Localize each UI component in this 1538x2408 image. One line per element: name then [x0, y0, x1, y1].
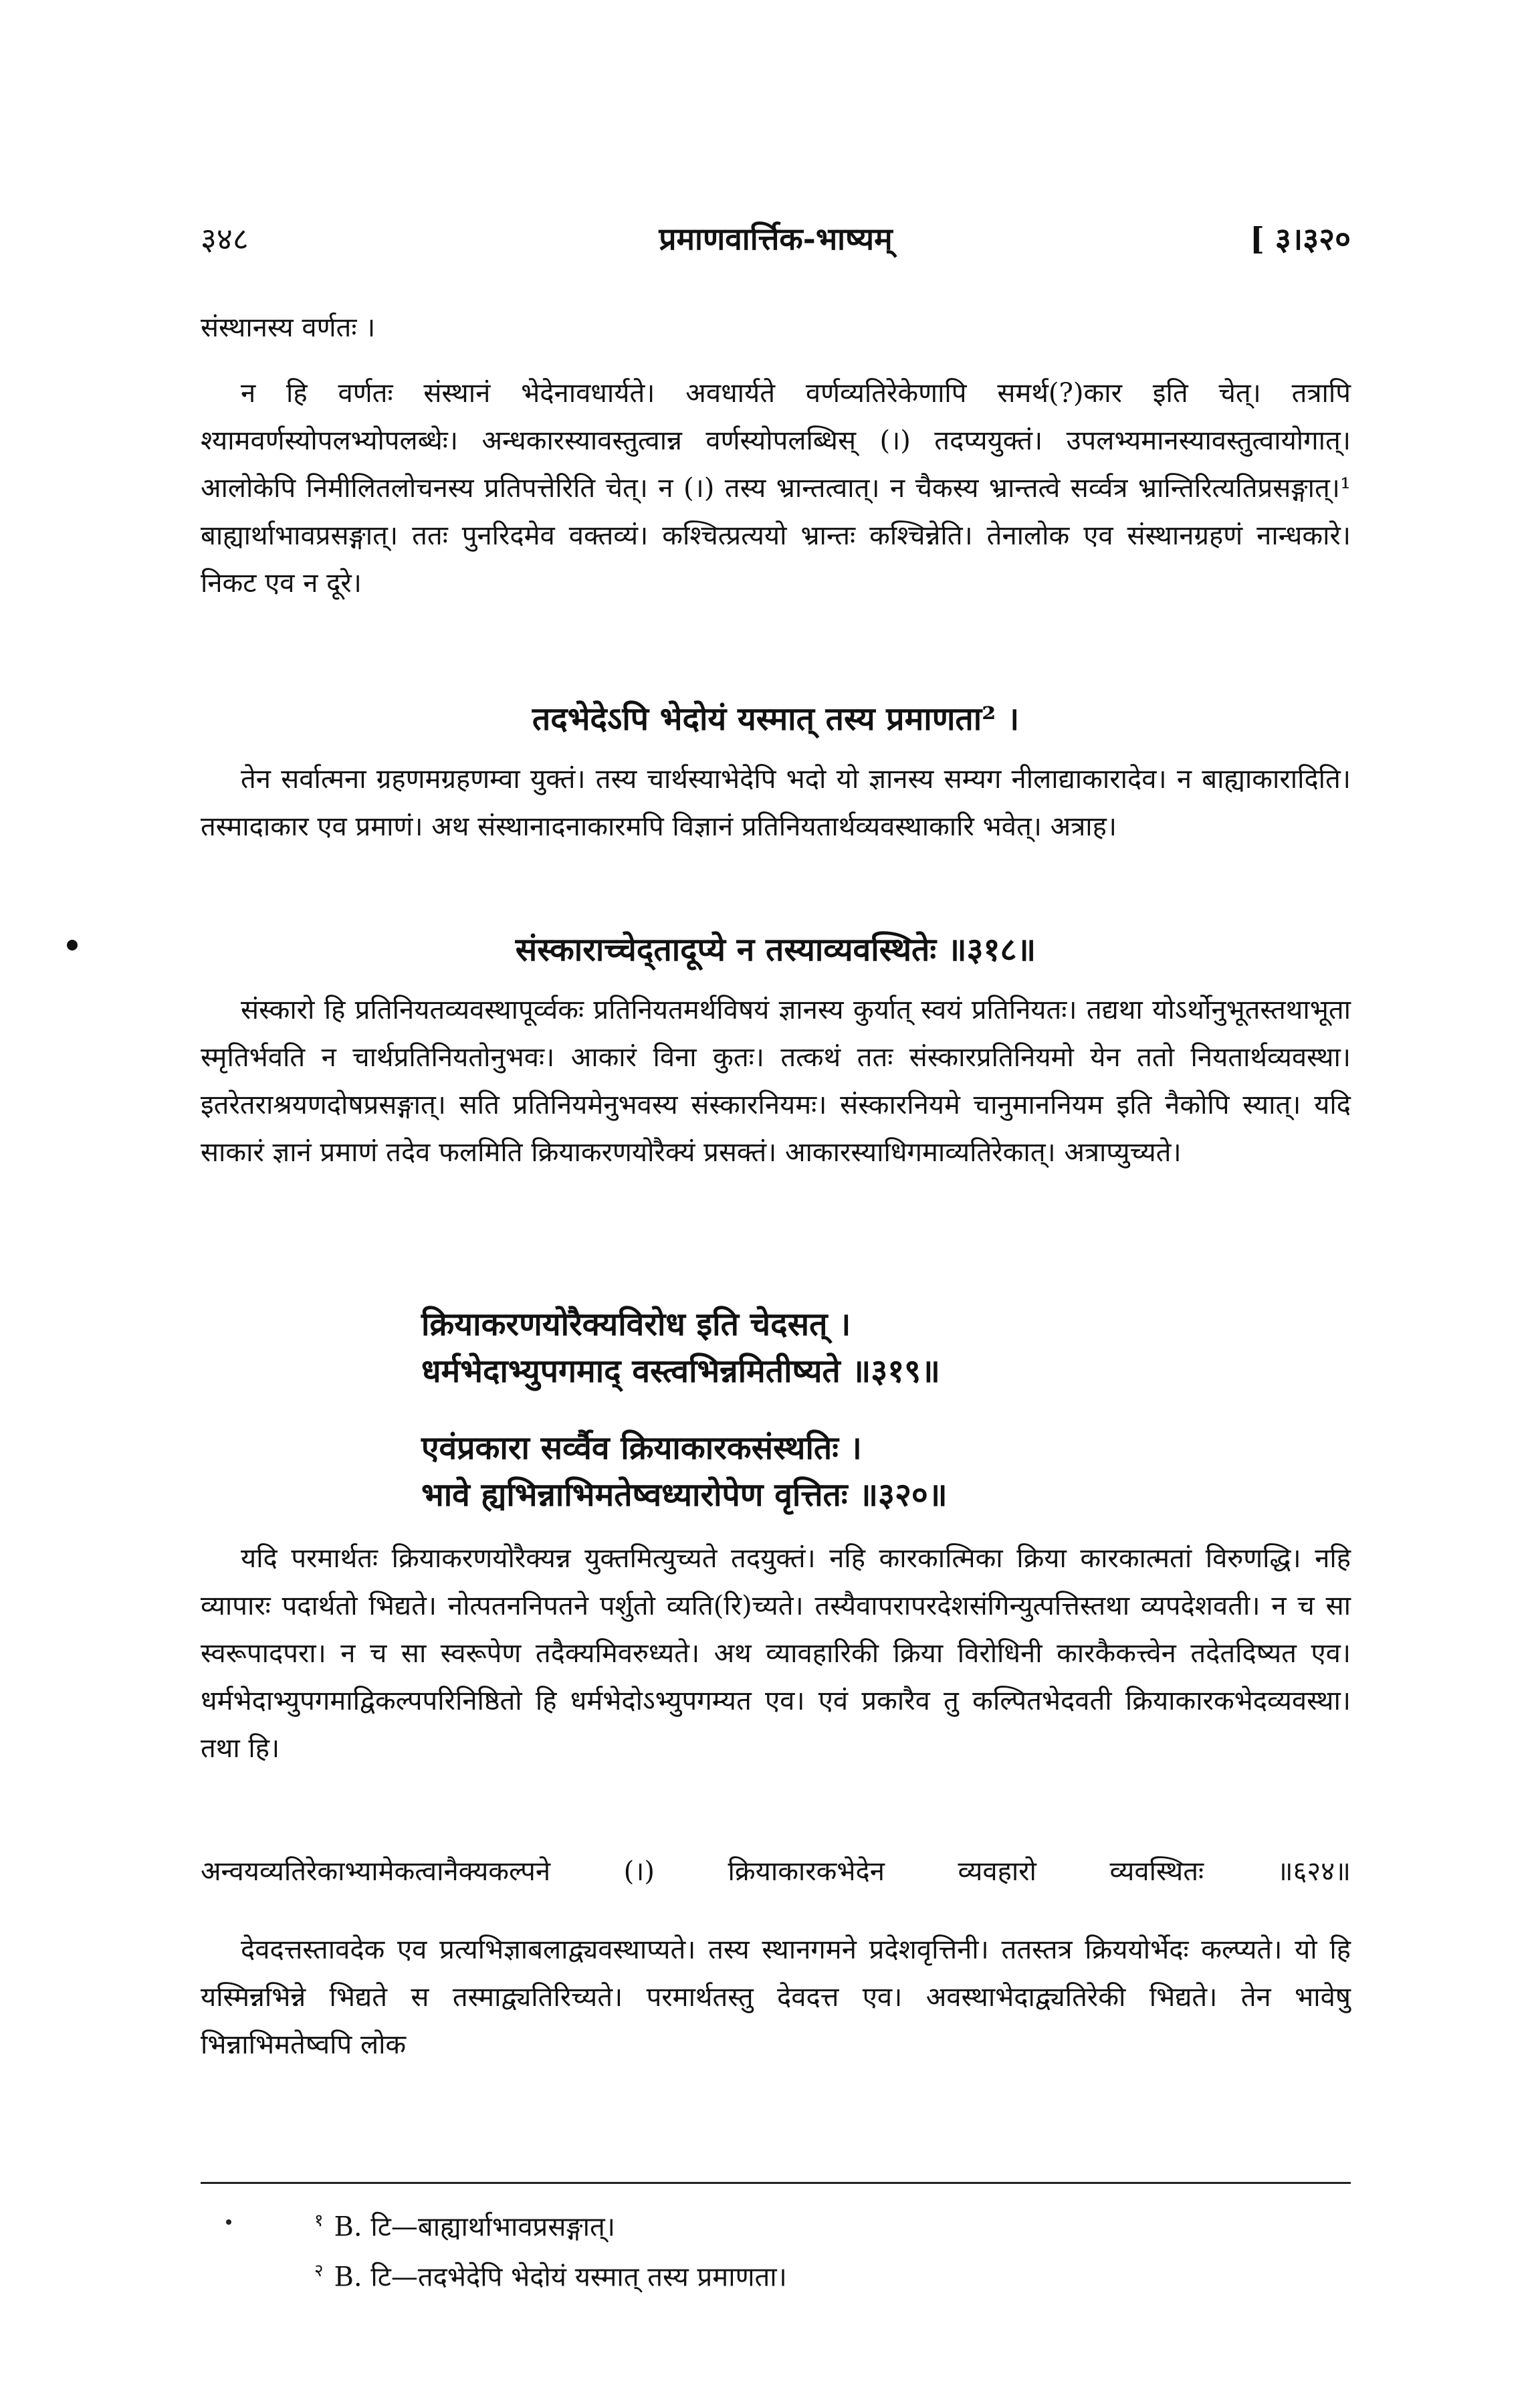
footnote-2-text: B. टि—तदभेदेपि भेदोयं यस्मात् तस्य प्रमाणता।: [334, 2262, 787, 2293]
page-number: ३४८: [201, 221, 249, 257]
intro-line-block: [201, 304, 1351, 352]
paragraph-2-block: [201, 756, 1351, 851]
footnote-2: [314, 2251, 1317, 2297]
verse-5: अन्वयव्यतिरेकाभ्यामेकत्वानैक्यकल्पने (।) क्रियाकारकभेदेन व्यवहारो व्यवस्थितः ॥६२४॥: [201, 1856, 1351, 1887]
paragraph-4-block: [201, 1535, 1351, 1773]
section-number: [ ३।३२०: [1250, 221, 1351, 257]
margin-dot: [226, 2219, 231, 2225]
paragraph-3: संस्कारो हि प्रतिनियतव्यवस्थापूर्व्वकः प्रतिनियतमर्थविषयं ज्ञानस्य कुर्यात् स्वयं प्रतिनियतः। तद्यथा योऽर्थोनुभूतस्तथाभूता स्मृतिर्भवति न चार्थप्रतिनियतोनुभवः। आकारं विना कुतः। तत्कथं ततः संस्कारप्रतिनियमो येन ततो नियतार्थव्यवस्था। इतरेतराश्रयणदोषप्रसङ्गात्। सति प्रतिनियमेनुभवस्य संस्कारनियमः। संस्कारनियमे चानुमाननियम इति नैकोपि स्यात्। यदि साकारं ज्ञानं प्रमाणं तदेव फलमिति क्रियाकरणयोरैक्यं प्रसक्तं। आकारस्याधिगमाव्यतिरेकात्। अत्राप्युच्यते।: [201, 995, 1351, 1168]
paragraph-4: यदि परमार्थतः क्रियाकरणयोरैक्यन्न युक्तमित्युच्यते तदयुक्तं। नहि कारकात्मिका क्रिया कारकात्मतां विरुणद्धि। नहि व्यापारः पदार्थतो भिद्यते। नोत्पतननिपतने पर्शुतो व्यति(रि)च्यते। तस्यैवापरापरदेशसंगिन्युत्पत्तिस्तथा व्यपदेशवती। न च सा स्वरूपादपरा। न च सा स्वरूपेण तदैक्यमिवरुध्यते। अथ व्यावहारिकी क्रिया विरोधिनी कारकैकत्त्वेन तदेतदिष्यत एव। धर्मभेदाभ्युपगमाद्विकल्पपरिनिष्ठितो हि धर्मभेदोऽभ्युपगम्यत एव। एवं प्रकारैव तु कल्पितभेदवती क्रियाकारकभेदव्यवस्था। तथा हि।: [201, 1543, 1351, 1764]
footnote-1: [314, 2201, 1317, 2247]
footnote-1-mark: १: [314, 2211, 324, 2231]
paragraph-1-block: [201, 370, 1351, 607]
margin-bullet: [67, 940, 78, 950]
verse-1: तदभेदेऽपि भेदोयं यस्मात् तस्य प्रमाणता² ।: [532, 700, 1020, 738]
paragraph-3-block: [201, 987, 1351, 1177]
footnote-divider: [201, 2182, 1351, 2184]
paragraph-5: देवदत्तस्तावदेक एव प्रत्यभिज्ञाबलाद्व्यवस्थाप्यते। तस्य स्थानगमने प्रदेशवृत्तिनी। ततस्तत्र क्रिययोर्भेदः कल्प्यते। यो हि यस्मिन्नभिन्ने भिद्यते स तस्माद्व्यतिरिच्यते। परमार्थतस्तु देवदत्त एव। अवस्थाभेदाद्व्यतिरेकी भिद्यते। तेन भावेषु भिन्नाभिमतेष्वपि लोक: [201, 1934, 1351, 2060]
verse-3-line-1: क्रियाकरणयोरैक्यविरोध इति चेदसत् ।: [421, 1306, 851, 1343]
verse-4-line-1: एवंप्रकारा सर्व्वैव क्रियाकारकसंस्थतिः ।: [421, 1429, 862, 1467]
footnote-1-text: B. टि—बाह्यार्थाभावप्रसङ्गात्।: [334, 2211, 615, 2243]
page-header: [201, 217, 1351, 271]
footnote-2-mark: २: [314, 2261, 324, 2281]
verse-4: [201, 1425, 1351, 1518]
verse-4-line-2: भावे ह्यभिन्नाभिमतेष्वध्यारोपेण वृत्तितः ॥३२०॥: [421, 1476, 948, 1514]
verse-2: संस्काराच्चेद्तादूप्ये न तस्याव्यवस्थितेः ॥३१८॥: [515, 931, 1036, 969]
intro-line: संस्थानस्य वर्णतः ।: [201, 312, 376, 343]
verse-3-line-2: धर्मभेदाभ्युपगमाद् वस्त्वभिन्नमितीष्यते ॥३१९॥: [421, 1352, 940, 1390]
running-title: प्रमाणवार्त्तिक-भाष्यम्: [659, 221, 893, 257]
paragraph-5-block: [201, 1926, 1351, 2069]
verse-3: [201, 1301, 1351, 1395]
paragraph-1: न हि वर्णतः संस्थानं भेदेनावधार्यते। अवधार्यते वर्णव्यतिरेकेणापि समर्थ(?)कार इति चेत्। तत्रापि श्यामवर्णस्योपलभ्योपलब्धेः। अन्धकारस्यावस्तुत्वान्न वर्णस्योपलब्धिस् (।) तदप्ययुक्तं। उपलभ्यमानस्यावस्तुत्वायोगात्। आलोकेपि निमीलितलोचनस्य प्रतिपत्तेरिति चेत्। न (।) तस्य भ्रान्तत्वात्। न चैकस्य भ्रान्तत्वे सर्व्वत्र भ्रान्तिरित्यतिप्रसङ्गात्।¹ बाह्यार्थाभावप्रसङ्गात्। ततः पुनरिदमेव वक्तव्यं। कश्चित्प्रत्ययो भ्रान्तः कश्चिन्नेति। तेनालोक एव संस्थानग्रहणं नान्धकारे। निकट एव न दूरे।: [201, 378, 1351, 599]
paragraph-2: तेन सर्वात्मना ग्रहणमग्रहणम्वा युक्तं। तस्य चार्थस्याभेदेपि भदो यो ज्ञानस्य सम्यग नीलाद्याकारादेव। न बाह्याकारादिति। तस्मादाकार एव प्रमाणं। अथ संस्थानादनाकारमपि विज्ञानं प्रतिनियतार्थव्यवस्थाकारि भवेत्। अत्राह।: [201, 764, 1351, 842]
